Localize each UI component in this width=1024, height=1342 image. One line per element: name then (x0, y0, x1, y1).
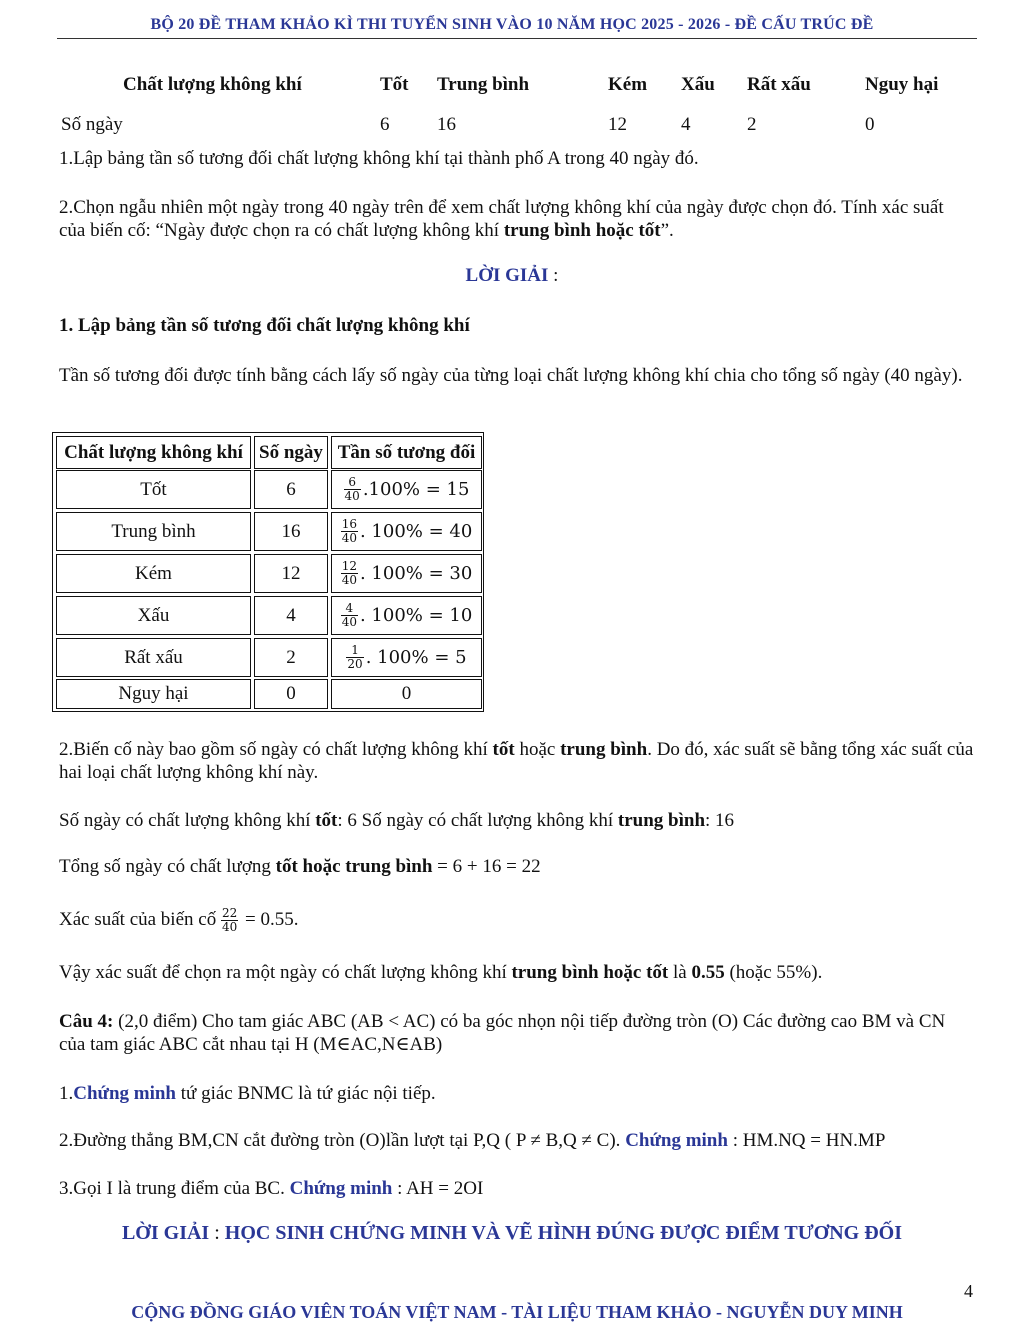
data-table-row-label: Số ngày (61, 114, 123, 135)
part1-intro: Tần số tương đối được tính bằng cách lấy số ngày của từng loại chất lượng không khí chia cho tổng số ngày (40 ngày). (59, 365, 963, 386)
freq-cell-days: 16 (254, 512, 328, 551)
freq-cell-label: Rất xấu (56, 638, 251, 677)
part2-paragraph-1: 2.Biến cố này bao gồm số ngày có chất lượng không khí tốt hoặc trung bình. Do đó, xác suất sẽ bằng tổng xác suất của hai loại chất lượng không khí này. (59, 739, 974, 783)
data-table-value: 16 (437, 114, 456, 135)
data-table-cat-xau: Xấu (681, 74, 715, 95)
freq-cell-label: Tốt (56, 470, 251, 509)
fraction: $\frac{6}{40}$ (344, 475, 360, 503)
freq-cell-label: Trung bình (56, 512, 251, 551)
freq-cell-relative: $\frac{1}{20}$ . 100% = 5 (331, 638, 482, 677)
freq-header-quality: Chất lượng không khí (56, 436, 251, 469)
freq-cell-label: Nguy hại (56, 679, 251, 709)
freq-cell-days: 12 (254, 554, 328, 593)
page-header: BỘ 20 ĐỀ THAM KHẢO KÌ THI TUYỂN SINH VÀO 10 NĂM HỌC 2025 - 2026 - ĐỀ CẤU TRÚC ĐỀ (150, 16, 874, 33)
freq-cell-days: 2 (254, 638, 328, 677)
freq-cell-label: Kém (56, 554, 251, 593)
data-table-value: 0 (865, 114, 875, 135)
part2-paragraph-5: Vậy xác suất để chọn ra một ngày có chất lượng không khí trung bình hoặc tốt là 0.55 (hoặc 55%). (59, 962, 823, 983)
page-number: 4 (964, 1281, 973, 1301)
question-4-part-1: 1.Chứng minh tứ giác BNMC là tứ giác nội tiếp. (59, 1083, 436, 1104)
question-1: 1.Lập bảng tần số tương đối chất lượng không khí tại thành phố A trong 40 ngày đó. (59, 148, 699, 169)
freq-cell-relative: 0 (331, 679, 482, 709)
data-table-value: 6 (380, 114, 390, 135)
freq-cell-relative: $\frac{6}{40}$ .100% = 15 (331, 470, 482, 509)
question-4-part-2: 2.Đường thẳng BM,CN cắt đường tròn (O)lần lượt tại P,Q ( P ≠ B,Q ≠ C). Chứng minh : HM.NQ = HN.MP (59, 1130, 886, 1151)
page-footer: CỘNG ĐỒNG GIÁO VIÊN TOÁN VIỆT NAM - TÀI LIỆU THAM KHẢO - NGUYỄN DUY MINH (131, 1302, 903, 1322)
freq-cell-relative: $\frac{4}{40}$ . 100% = 10 (331, 596, 482, 635)
solution-title: LỜI GIẢI : (465, 265, 559, 286)
question-4-part-3: 3.Gọi I là trung điểm của BC. Chứng minh : AH = 2OI (59, 1178, 484, 1199)
frequency-table (52, 432, 484, 712)
data-table-label-header: Chất lượng không khí (123, 74, 302, 95)
question-2: 2.Chọn ngẫu nhiên một ngày trong 40 ngày trên để xem chất lượng không khí của ngày được chọn đó. Tính xác suất của biến cố: “Ngày được chọn ra có chất lượng không khí trung bình hoặc tốt”. (59, 197, 944, 241)
data-table-cat-rat-xau: Rất xấu (747, 74, 811, 95)
freq-header-relative: Tần số tương đối (331, 436, 482, 469)
part2-paragraph-2: Số ngày có chất lượng không khí tốt: 6 Số ngày có chất lượng không khí trung bình: 16 (59, 810, 735, 831)
data-table-cat-trung-binh: Trung bình (437, 74, 530, 95)
freq-cell-days: 4 (254, 596, 328, 635)
data-table-cat-tot: Tốt (380, 74, 409, 95)
fraction: $\frac{4}{40}$ (341, 601, 357, 629)
fraction: $\frac{22}{40}$ (221, 906, 238, 935)
data-table-cat-nguy-hai: Nguy hại (865, 74, 939, 95)
data-table-value: 4 (681, 114, 691, 135)
fraction: $\frac{1}{20}$ (347, 643, 363, 671)
data-table-cat-kem: Kém (608, 74, 648, 95)
question-4: Câu 4: (2,0 điểm) Cho tam giác ABC (AB < AC) có ba góc nhọn nội tiếp đường tròn (O) Các đường cao BM và CN của tam giác ABC cắt nhau tại H (M∈AC,N∈AB) (59, 1011, 946, 1055)
freq-cell-relative: $\frac{16}{40}$ . 100% = 40 (331, 512, 482, 551)
final-note: LỜI GIẢI : HỌC SINH CHỨNG MINH VÀ VẼ HÌNH ĐÚNG ĐƯỢC ĐIỂM TƯƠNG ĐỐI (121, 1222, 903, 1244)
freq-header-days: Số ngày (254, 436, 328, 469)
header-divider (57, 38, 977, 39)
freq-cell-label: Xấu (56, 596, 251, 635)
data-table-value: 12 (608, 114, 627, 135)
part2-paragraph-3: Tổng số ngày có chất lượng tốt hoặc trung bình = 6 + 16 = 22 (59, 856, 541, 877)
freq-cell-days: 0 (254, 679, 328, 709)
fraction: $\frac{16}{40}$ (341, 517, 357, 545)
freq-cell-relative: $\frac{12}{40}$ . 100% = 30 (331, 554, 482, 593)
fraction: $\frac{12}{40}$ (341, 559, 357, 587)
freq-cell-days: 6 (254, 470, 328, 509)
data-table-value: 2 (747, 114, 757, 135)
part1-heading: 1. Lập bảng tần số tương đối chất lượng không khí (59, 315, 470, 336)
part2-paragraph-4: Xác suất của biến cố $\frac{22}{40}$ = 0.55. (59, 906, 299, 935)
